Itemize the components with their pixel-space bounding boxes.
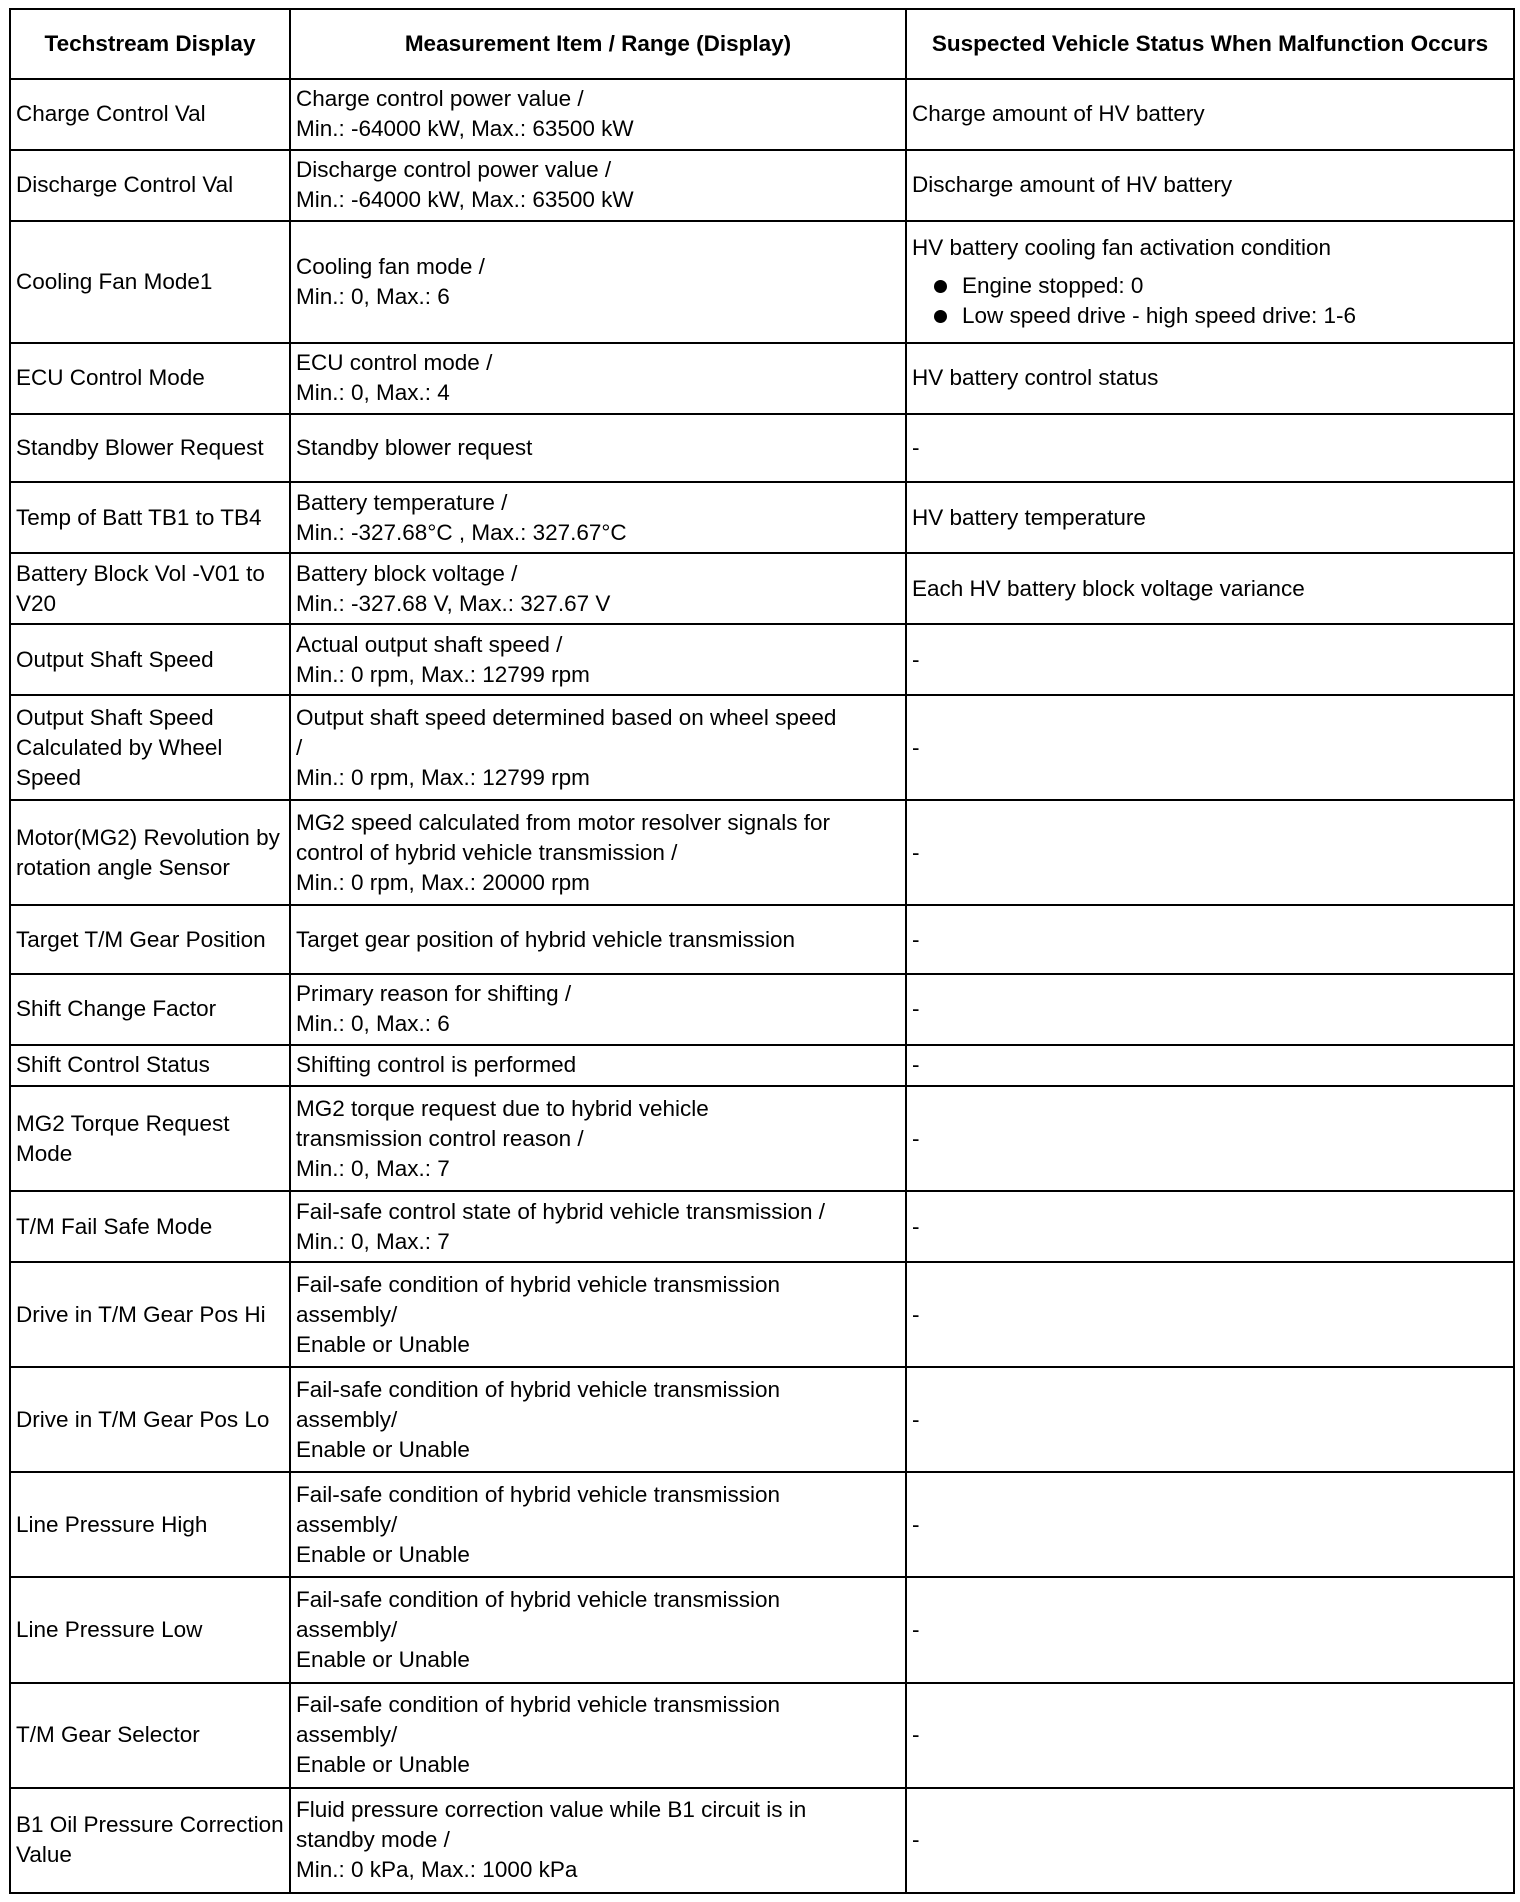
measurement-line: / (296, 734, 303, 760)
table-row (10, 1367, 1514, 1472)
techstream-display-cell: Line Pressure High (10, 1472, 290, 1577)
header-suspected-status: Suspected Vehicle Status When Malfunction Occurs (906, 9, 1514, 79)
techstream-data-table (9, 8, 1515, 1894)
techstream-display-cell: Shift Control Status (10, 1045, 290, 1086)
measurement-line: Enable or Unable (296, 1331, 470, 1357)
measurement-cell (290, 79, 906, 150)
measurement-cell (290, 1045, 906, 1086)
measurement-line: Fail-safe condition of hybrid vehicle transmission (296, 1692, 780, 1718)
measurement-cell (290, 974, 906, 1045)
measurement-line: Battery block voltage / (296, 560, 518, 586)
techstream-display-cell: MG2 Torque Request Mode (10, 1086, 290, 1191)
suspected-status-cell (906, 221, 1514, 343)
suspected-status-cell: Discharge amount of HV battery (906, 150, 1514, 221)
measurement-line: transmission control reason / (296, 1125, 584, 1151)
suspected-status-cell: - (906, 1472, 1514, 1577)
suspected-status-cell: - (906, 1262, 1514, 1367)
techstream-display-cell: Cooling Fan Mode1 (10, 221, 290, 343)
measurement-line: Fail-safe condition of hybrid vehicle transmission (296, 1271, 780, 1297)
table-row (10, 414, 1514, 483)
measurement-line: Fail-safe condition of hybrid vehicle transmission (296, 1586, 780, 1612)
table-row (10, 974, 1514, 1045)
measurement-line: MG2 torque request due to hybrid vehicle (296, 1095, 709, 1121)
measurement-line: Actual output shaft speed / (296, 631, 563, 657)
measurement-line: Min.: 0 rpm, Max.: 20000 rpm (296, 869, 590, 895)
status-text: HV battery cooling fan activation condition (912, 234, 1331, 260)
measurement-line: Min.: -327.68°C , Max.: 327.67°C (296, 519, 627, 545)
measurement-cell (290, 482, 906, 553)
measurement-line: Min.: 0 rpm, Max.: 12799 rpm (296, 764, 590, 790)
suspected-status-cell: - (906, 1788, 1514, 1893)
table-row (10, 1045, 1514, 1086)
measurement-line: assembly/ (296, 1511, 398, 1537)
measurement-line: Standby blower request (296, 435, 533, 461)
suspected-status-cell: - (906, 1086, 1514, 1191)
techstream-display-cell: Motor(MG2) Revolution by rotation angle Sensor (10, 800, 290, 905)
suspected-status-cell: HV battery control status (906, 343, 1514, 414)
measurement-line: assembly/ (296, 1301, 398, 1327)
suspected-status-cell: - (906, 800, 1514, 905)
status-bullet-list (912, 271, 1508, 331)
bullet-dot-icon (934, 310, 947, 323)
suspected-status-cell: - (906, 974, 1514, 1045)
measurement-line: Fail-safe condition of hybrid vehicle transmission (296, 1481, 780, 1507)
techstream-display-cell: Standby Blower Request (10, 414, 290, 483)
measurement-cell (290, 221, 906, 343)
measurement-line: Charge control power value / (296, 86, 584, 112)
measurement-cell (290, 553, 906, 624)
table-row (10, 482, 1514, 553)
measurement-line: Min.: 0, Max.: 4 (296, 380, 450, 406)
techstream-display-cell: Drive in T/M Gear Pos Lo (10, 1367, 290, 1472)
measurement-cell (290, 1367, 906, 1472)
bullet-dot-icon (934, 280, 947, 293)
measurement-cell (290, 414, 906, 483)
measurement-line: Enable or Unable (296, 1752, 470, 1778)
table-row (10, 1577, 1514, 1682)
suspected-status-cell: - (906, 1045, 1514, 1086)
table-row (10, 695, 1514, 800)
table-row (10, 79, 1514, 150)
suspected-status-cell: - (906, 1577, 1514, 1682)
measurement-cell (290, 1191, 906, 1262)
techstream-display-cell: T/M Fail Safe Mode (10, 1191, 290, 1262)
measurement-line: Output shaft speed determined based on wheel speed (296, 704, 837, 730)
table-row (10, 800, 1514, 905)
status-bullet-text: Engine stopped: 0 (962, 272, 1144, 298)
measurement-line: Min.: 0 kPa, Max.: 1000 kPa (296, 1857, 578, 1883)
techstream-display-cell: Output Shaft Speed Calculated by Wheel Speed (10, 695, 290, 800)
measurement-line: Shifting control is performed (296, 1052, 577, 1078)
measurement-line: Min.: 0, Max.: 6 (296, 1011, 450, 1037)
measurement-line: assembly/ (296, 1406, 398, 1432)
suspected-status-cell: - (906, 1191, 1514, 1262)
table-row (10, 1191, 1514, 1262)
suspected-status-cell: Each HV battery block voltage variance (906, 553, 1514, 624)
measurement-line: standby mode / (296, 1827, 450, 1853)
techstream-display-cell: Drive in T/M Gear Pos Hi (10, 1262, 290, 1367)
techstream-display-cell: Temp of Batt TB1 to TB4 (10, 482, 290, 553)
measurement-line: Cooling fan mode / (296, 253, 485, 279)
techstream-display-cell: Line Pressure Low (10, 1577, 290, 1682)
table-body (10, 79, 1514, 1893)
techstream-display-cell: T/M Gear Selector (10, 1683, 290, 1788)
measurement-line: Enable or Unable (296, 1541, 470, 1567)
status-bullet-item (912, 271, 1508, 301)
table-row (10, 624, 1514, 695)
table-row (10, 221, 1514, 343)
suspected-status-cell: - (906, 1367, 1514, 1472)
suspected-status-cell: Charge amount of HV battery (906, 79, 1514, 150)
measurement-line: assembly/ (296, 1616, 398, 1642)
table-row (10, 343, 1514, 414)
measurement-cell (290, 800, 906, 905)
techstream-display-cell: Shift Change Factor (10, 974, 290, 1045)
header-measurement-item: Measurement Item / Range (Display) (290, 9, 906, 79)
suspected-status-cell: - (906, 624, 1514, 695)
techstream-display-cell: Output Shaft Speed (10, 624, 290, 695)
suspected-status-cell: - (906, 1683, 1514, 1788)
measurement-line: Primary reason for shifting / (296, 981, 572, 1007)
measurement-line: Fluid pressure correction value while B1 circuit is in (296, 1797, 807, 1823)
measurement-line: Min.: 0 rpm, Max.: 12799 rpm (296, 661, 590, 687)
techstream-display-cell: Discharge Control Val (10, 150, 290, 221)
measurement-cell (290, 1472, 906, 1577)
status-bullet-item (912, 301, 1508, 331)
measurement-cell (290, 1683, 906, 1788)
measurement-cell (290, 1788, 906, 1893)
measurement-line: Fail-safe control state of hybrid vehicle transmission / (296, 1198, 825, 1224)
measurement-line: assembly/ (296, 1722, 398, 1748)
measurement-line: Min.: -327.68 V, Max.: 327.67 V (296, 590, 611, 616)
suspected-status-cell: - (906, 905, 1514, 974)
status-bullet-text: Low speed drive - high speed drive: 1-6 (962, 302, 1356, 328)
measurement-line: Enable or Unable (296, 1646, 470, 1672)
measurement-line: Min.: 0, Max.: 6 (296, 283, 450, 309)
techstream-display-cell: ECU Control Mode (10, 343, 290, 414)
techstream-display-cell: Charge Control Val (10, 79, 290, 150)
measurement-line: control of hybrid vehicle transmission / (296, 839, 678, 865)
measurement-line: Min.: -64000 kW, Max.: 63500 kW (296, 187, 634, 213)
measurement-line: Discharge control power value / (296, 157, 612, 183)
table-row (10, 1788, 1514, 1893)
measurement-cell (290, 1262, 906, 1367)
measurement-cell (290, 905, 906, 974)
table-header-row (10, 9, 1514, 79)
measurement-line: Min.: -64000 kW, Max.: 63500 kW (296, 116, 634, 142)
measurement-line: Fail-safe condition of hybrid vehicle transmission (296, 1376, 780, 1402)
measurement-line: Battery temperature / (296, 489, 508, 515)
measurement-line: Min.: 0, Max.: 7 (296, 1228, 450, 1254)
table-row (10, 150, 1514, 221)
measurement-cell (290, 695, 906, 800)
measurement-line: Target gear position of hybrid vehicle transmission (296, 926, 795, 952)
measurement-line: ECU control mode / (296, 350, 493, 376)
table-row (10, 553, 1514, 624)
table-row (10, 1683, 1514, 1788)
table-row (10, 1086, 1514, 1191)
techstream-display-cell: B1 Oil Pressure Correction Value (10, 1788, 290, 1893)
measurement-cell (290, 150, 906, 221)
measurement-line: MG2 speed calculated from motor resolver signals for (296, 809, 830, 835)
measurement-cell (290, 1577, 906, 1682)
techstream-display-cell: Target T/M Gear Position (10, 905, 290, 974)
table-row (10, 1472, 1514, 1577)
measurement-line: Enable or Unable (296, 1436, 470, 1462)
suspected-status-cell: HV battery temperature (906, 482, 1514, 553)
techstream-display-cell: Battery Block Vol -V01 to V20 (10, 553, 290, 624)
table-row (10, 905, 1514, 974)
header-techstream-display: Techstream Display (10, 9, 290, 79)
table-row (10, 1262, 1514, 1367)
suspected-status-cell: - (906, 414, 1514, 483)
measurement-cell (290, 343, 906, 414)
measurement-cell (290, 1086, 906, 1191)
measurement-cell (290, 624, 906, 695)
suspected-status-cell: - (906, 695, 1514, 800)
measurement-line: Min.: 0, Max.: 7 (296, 1155, 450, 1181)
